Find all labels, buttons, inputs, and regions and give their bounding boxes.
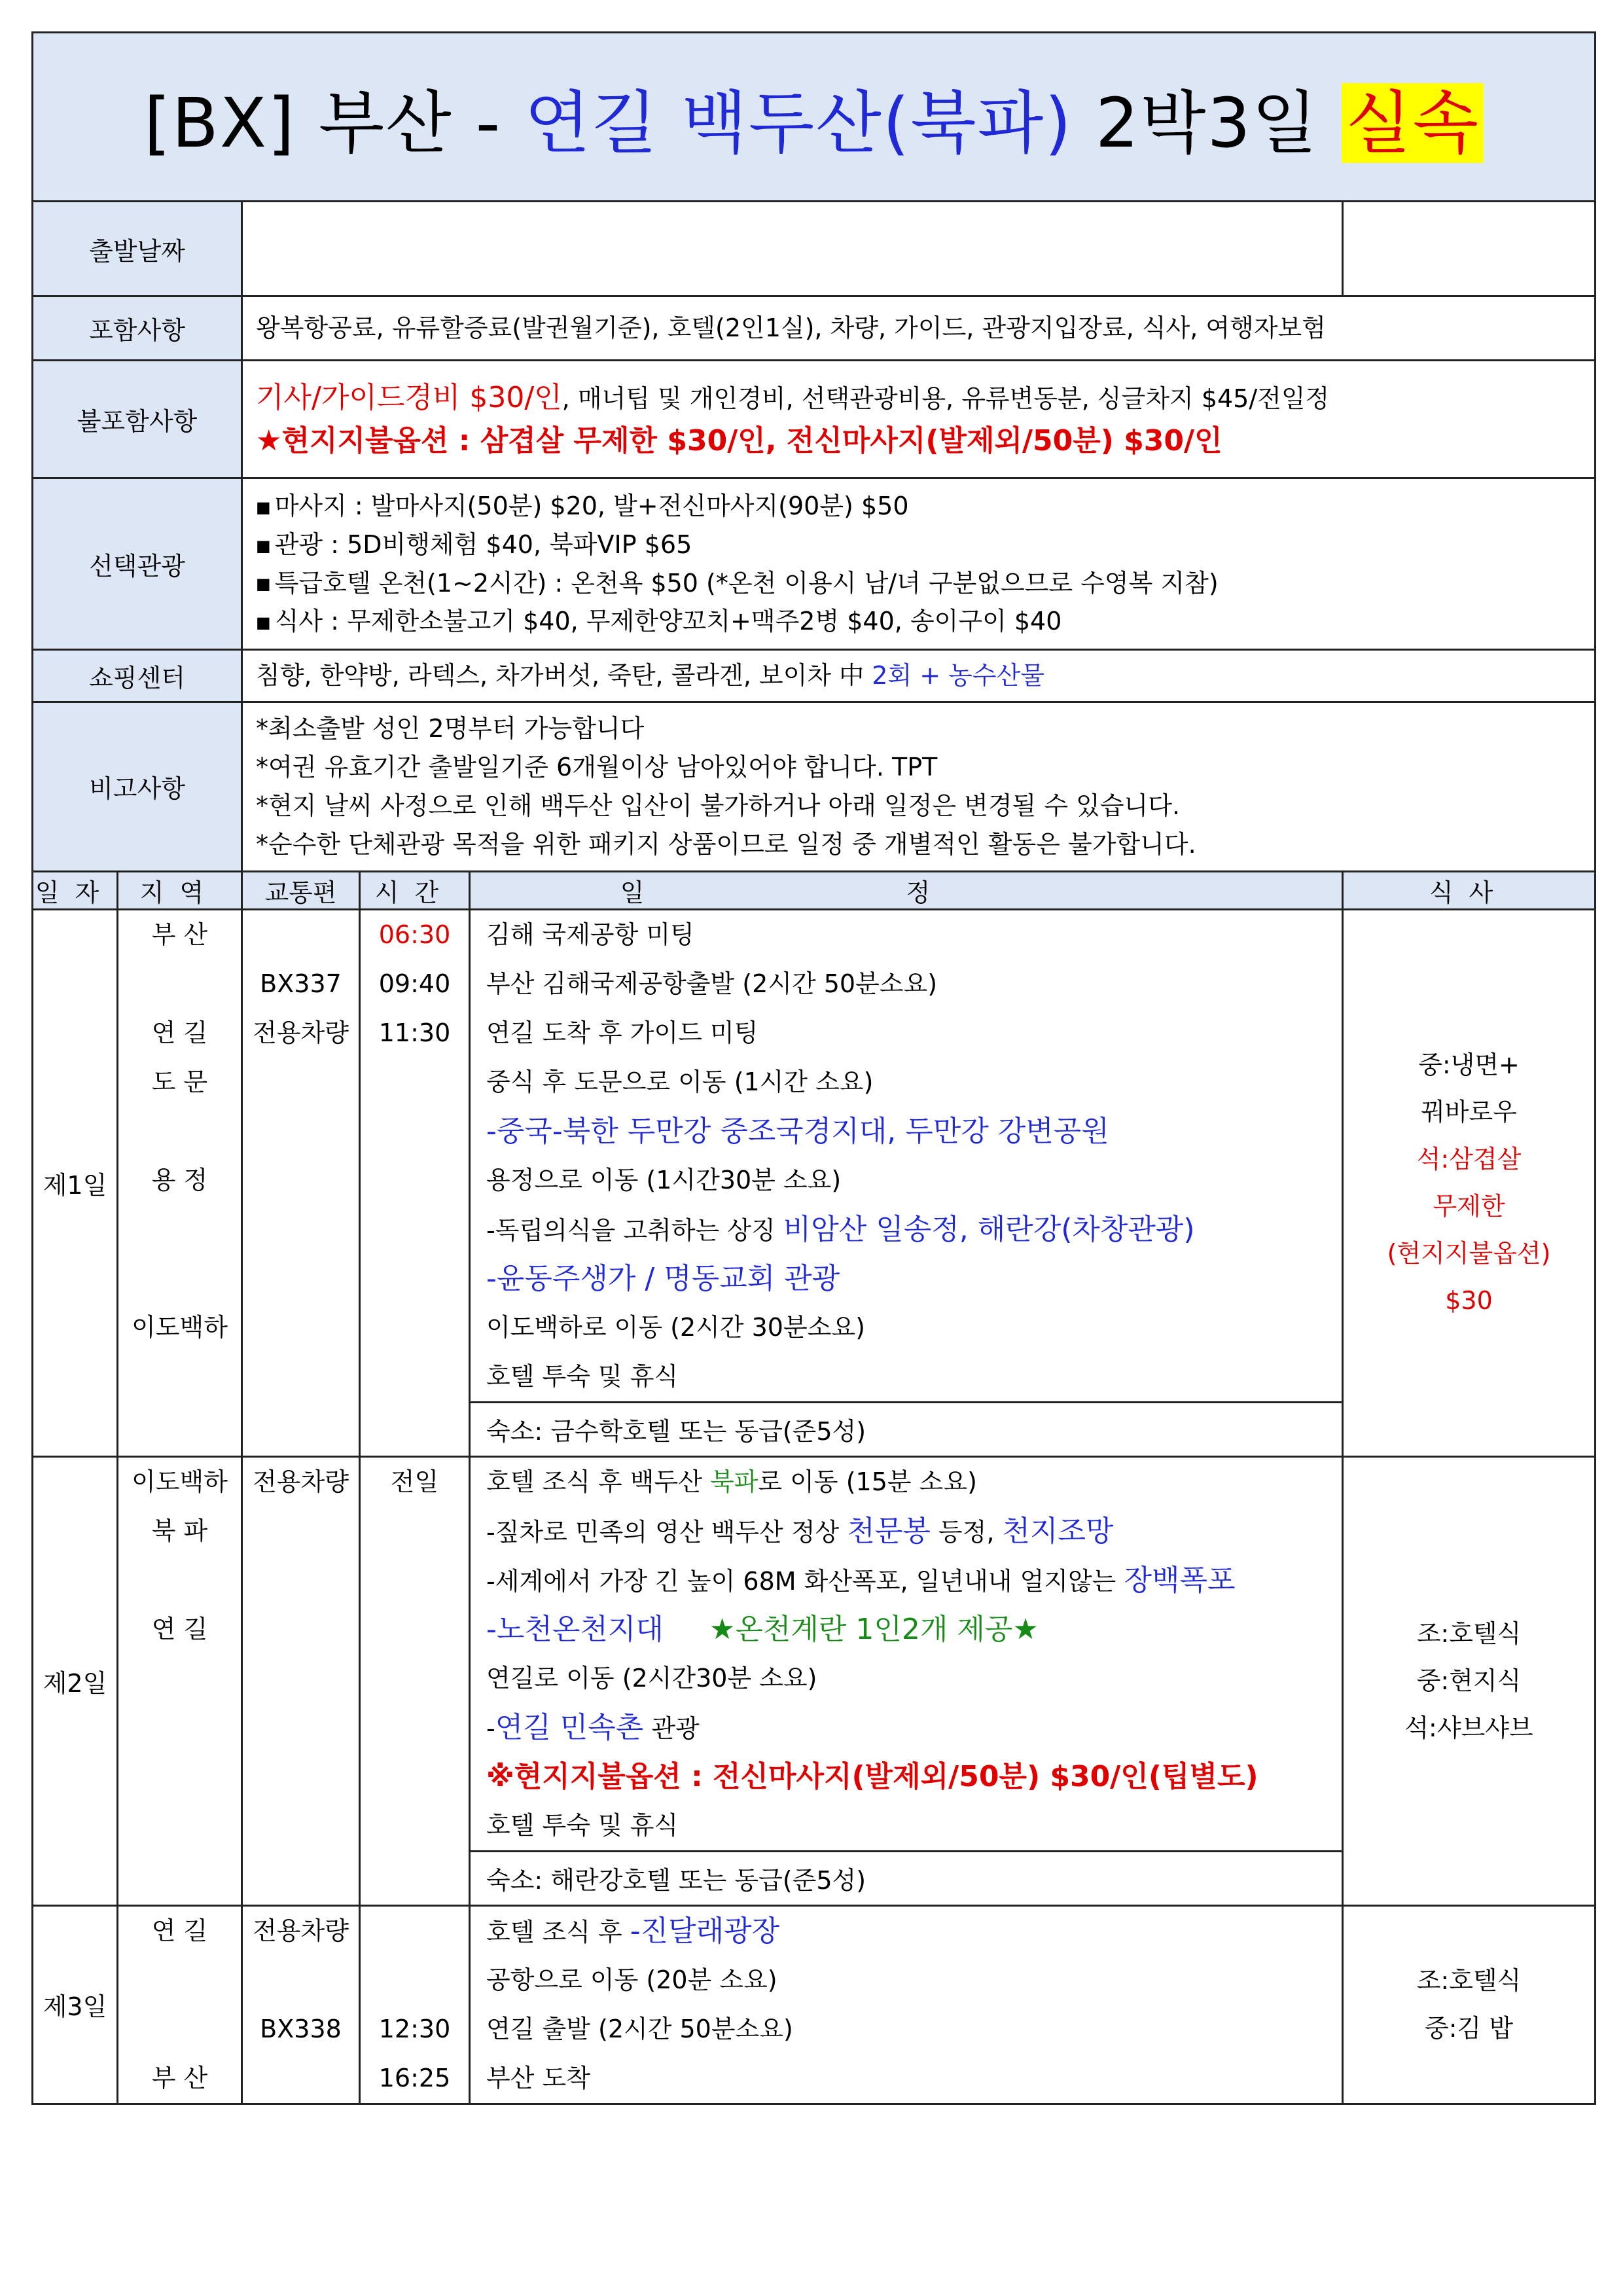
schedule-line: [486, 1556, 1326, 1605]
time-item: 09:40: [378, 969, 451, 998]
schedule-highlight: ★온천계란 1인2개 제공★: [709, 1612, 1039, 1646]
schedule-text: -세계에서 가장 긴 높이 68M 화산폭포, 일년내내 얼지않는: [486, 1566, 1124, 1596]
schedule-highlight: -진달래광장: [630, 1914, 780, 1948]
schedule-line: 연길 도착 후 가이드 미팅: [486, 1018, 758, 1047]
meal-item: 꿔바로우: [1421, 1097, 1517, 1126]
schedule-line: 호텔 투숙 및 휴식: [486, 1361, 679, 1391]
optional-item: ■ 관광 : 5D비행체험 $40, 북파VIP $65: [256, 526, 1581, 564]
schedule-text: 관광: [643, 1713, 700, 1743]
schedule-text: -: [486, 1713, 495, 1743]
region-item: [118, 1556, 241, 1605]
optional-label: 선택관광: [33, 478, 242, 650]
schedule-line: -중국-북한 두만강 중조국경지대, 두만강 강변공원: [486, 1114, 1109, 1148]
meal-item: 중:김 밥: [1425, 2013, 1514, 2043]
schedule-line: ※현지지불옵션 : 전신마사지(발제외/50분) $30/인(팁별도): [486, 1759, 1258, 1793]
schedule-line: 부산 김해국제공항출발 (2시간 50분소요): [486, 969, 938, 998]
header-transport: 교통편: [242, 871, 360, 909]
region-item: [118, 1254, 241, 1303]
day3-transport: [242, 1905, 360, 2104]
title-part3: 2박3일: [1072, 82, 1342, 163]
meal-item: 석:샤브샤브: [1404, 1713, 1533, 1743]
meal-item: 조:호텔식: [1416, 1619, 1522, 1648]
schedule-highlight: 연길 민속촌: [495, 1710, 644, 1744]
schedule-text: 등정,: [930, 1517, 1003, 1547]
region-item: 부 산: [151, 2063, 208, 2092]
schedule-line: [486, 1703, 1326, 1752]
optional-item: ■ 식사 : 무제한소불고기 $40, 무제한양꼬치+맥주2병 $40, 송이구이 $40: [256, 602, 1581, 641]
day2-meals: [1343, 1456, 1596, 1905]
shopping-list: 침향, 한약방, 라텍스, 차가버섯, 죽탄, 콜라겐, 보이차 中: [256, 661, 872, 690]
day1-times: [360, 909, 470, 1456]
day1-meals: [1343, 909, 1596, 1456]
transport-item: 전용차량: [253, 1018, 349, 1047]
day2-times: [360, 1456, 470, 1905]
schedule-line: [486, 1907, 1326, 1956]
remark-item: *여권 유효기간 출발일기준 6개월이상 남아있어야 합니다. TPT: [256, 752, 938, 781]
day3-label: 제3일: [33, 1905, 118, 2104]
meal-item: 중:냉면+: [1418, 1050, 1520, 1079]
remark-item: *순수한 단체관광 목적을 위한 패키지 상품이므로 일정 중 개별적인 활동은 불가합니다.: [256, 829, 1196, 859]
remark-item: *현지 날씨 사정으로 인해 백두산 입산이 불가하거나 아래 일정은 변경될 수 있습니다.: [256, 791, 1181, 820]
shopping-count: 2회 + 농수산물: [872, 661, 1044, 690]
schedule-line: [486, 1205, 1326, 1254]
header-schedule: 일정: [470, 871, 1343, 909]
transport-item: [243, 2054, 359, 2103]
shopping-value: [242, 650, 1596, 702]
schedule-line: 연길 출발 (2시간 50분소요): [486, 2014, 793, 2043]
time-item: 전일: [390, 1467, 439, 1496]
region-item: [118, 1205, 241, 1254]
schedule-text: 로 이동 (15분 소요): [758, 1467, 977, 1496]
itinerary-table: [31, 31, 1596, 2105]
day1-label: 제1일: [33, 909, 118, 1456]
included-value: 왕복항공료, 유류할증료(발권월기준), 호텔(2인1실), 차량, 가이드, 관광지입장료, 식사, 여행자보험: [242, 296, 1596, 361]
shopping-label: 쇼핑센터: [33, 650, 242, 702]
region-item: 도 문: [151, 1067, 208, 1096]
remark-item: *최소출발 성인 2명부터 가능합니다: [256, 714, 645, 743]
schedule-line: 중식 후 도문으로 이동 (1시간 소요): [486, 1067, 874, 1096]
transport-item: 전용차량: [253, 1467, 349, 1496]
region-item: [118, 1956, 241, 2005]
meal-item: 조:호텔식: [1416, 1966, 1522, 1996]
schedule-highlight: 천문봉: [847, 1514, 931, 1548]
schedule-line: 공항으로 이동 (20분 소요): [486, 1965, 777, 1994]
meal-item: 중:현지식: [1416, 1666, 1522, 1695]
schedule-line: [486, 1605, 1326, 1654]
schedule-line: [486, 1458, 1326, 1507]
excluded-guide-fee: 기사/가이드경비 $30/인: [256, 380, 562, 414]
itinerary-document: [31, 31, 1594, 2105]
title-highlight: 실속: [1342, 83, 1484, 163]
header-day: 일자: [33, 871, 118, 909]
region-item: [118, 1107, 241, 1156]
schedule-line: 이도백하로 이동 (2시간 30분소요): [486, 1312, 865, 1342]
day2-transport: [242, 1456, 360, 1905]
transport-item: BX337: [260, 969, 342, 998]
departure-value-2: [1343, 202, 1596, 296]
day3-times: [360, 1905, 470, 2104]
meal-item: (현지지불옵션): [1387, 1239, 1551, 1268]
day3-meals: [1343, 1905, 1596, 2104]
title-part2: 연길 백두산(북파): [524, 82, 1073, 163]
time-item: [361, 1907, 469, 1956]
schedule-text: 호텔 조식 후 백두산: [486, 1467, 710, 1496]
schedule-highlight: 북파: [709, 1467, 758, 1496]
meal-item: 무제한: [1433, 1192, 1505, 1221]
region-item: 연 길: [151, 1018, 208, 1047]
meal-item: 석:삼겹살: [1416, 1144, 1522, 1174]
time-item: 12:30: [378, 2014, 451, 2043]
day3-regions: [118, 1905, 242, 2104]
day1-transport: [242, 909, 360, 1456]
optional-item: ■ 특급호텔 온천(1~2시간) : 온천욕 $50 (*온천 이용시 남/녀 구분없으므로 수영복 지참): [256, 564, 1581, 603]
region-item: 부 산: [151, 920, 208, 949]
region-item: 연 길: [151, 1614, 208, 1643]
schedule-text: 호텔 조식 후: [486, 1917, 630, 1946]
page-title: [33, 33, 1596, 202]
remarks-value: [242, 702, 1596, 872]
day1-regions: [118, 909, 242, 1456]
day2-label: 제2일: [33, 1456, 118, 1905]
region-item: 연 길: [151, 1916, 208, 1945]
schedule-highlight: 천지조망: [1002, 1514, 1114, 1548]
transport-item: 전용차량: [253, 1916, 349, 1945]
excluded-label: 불포함사항: [33, 361, 242, 478]
header-time: 시간: [360, 871, 470, 909]
optional-item: ■ 마사지 : 발마사지(50분) $20, 발+전신마사지(90분) $50: [256, 487, 1581, 526]
time-item: 16:25: [378, 2063, 451, 2092]
transport-item: [243, 1956, 359, 2005]
schedule-header: [33, 871, 1596, 909]
included-label: 포함사항: [33, 296, 242, 361]
schedule-line: 부산 도착: [486, 2063, 590, 2092]
remarks-label: 비고사항: [33, 702, 242, 872]
schedule-line: [486, 1507, 1326, 1556]
region-item: 용 정: [151, 1165, 208, 1194]
schedule-line: 용정으로 이동 (1시간30분 소요): [486, 1165, 842, 1194]
schedule-line: 호텔 투숙 및 휴식: [486, 1810, 679, 1840]
excluded-value: [242, 361, 1596, 478]
day1-hotel: 숙소: 금수학호텔 또는 동급(준5성): [470, 1402, 1343, 1456]
transport-item: [243, 910, 359, 960]
departure-value: [242, 202, 1343, 296]
transport-item: BX338: [260, 2014, 342, 2043]
schedule-highlight: 비암산 일송정, 해란강(차창관광): [783, 1212, 1195, 1246]
schedule-highlight: -노천온천지대: [486, 1612, 664, 1646]
region-item: 북 파: [151, 1516, 208, 1545]
departure-label: 출발날짜: [33, 202, 242, 296]
schedule-line: 연길로 이동 (2시간30분 소요): [486, 1663, 817, 1693]
region-item: [118, 2005, 241, 2054]
header-meal: 식사: [1343, 871, 1596, 909]
day2-regions: [118, 1456, 242, 1905]
day1-schedule: [470, 909, 1343, 1402]
title-part1: [BX] 부산 -: [143, 82, 525, 163]
schedule-line: 김해 국제공항 미팅: [486, 920, 694, 949]
header-region: 지역: [118, 871, 242, 909]
optional-value: [242, 478, 1596, 650]
day2-schedule: [470, 1456, 1343, 1851]
meal-item: $30: [1445, 1286, 1493, 1316]
excluded-local-options: ★현지지불옵션 : 삼겹살 무제한 $30/인, 전신마사지(발제외/50분) $30/인: [256, 423, 1222, 457]
day3-schedule: [470, 1905, 1343, 2104]
region-item: 이도백하: [132, 1467, 228, 1496]
day2-hotel: 숙소: 해란강호텔 또는 동급(준5성): [470, 1851, 1343, 1905]
schedule-text: -짚차로 민족의 영산 백두산 정상: [486, 1517, 847, 1547]
schedule-text: -독립의식을 고취하는 상징: [486, 1215, 783, 1245]
time-item: 11:30: [378, 1018, 451, 1047]
schedule-highlight: 장백폭포: [1124, 1563, 1236, 1597]
excluded-rest: , 매너팁 및 개인경비, 선택관광비용, 유류변동분, 싱글차지 $45/전일정: [562, 384, 1330, 413]
time-item: 06:30: [378, 920, 451, 949]
region-item: [118, 960, 241, 1009]
time-item: [361, 1956, 469, 2005]
schedule-line: -윤동주생가 / 명동교회 관광: [486, 1261, 840, 1295]
region-item: 이도백하: [132, 1312, 228, 1342]
